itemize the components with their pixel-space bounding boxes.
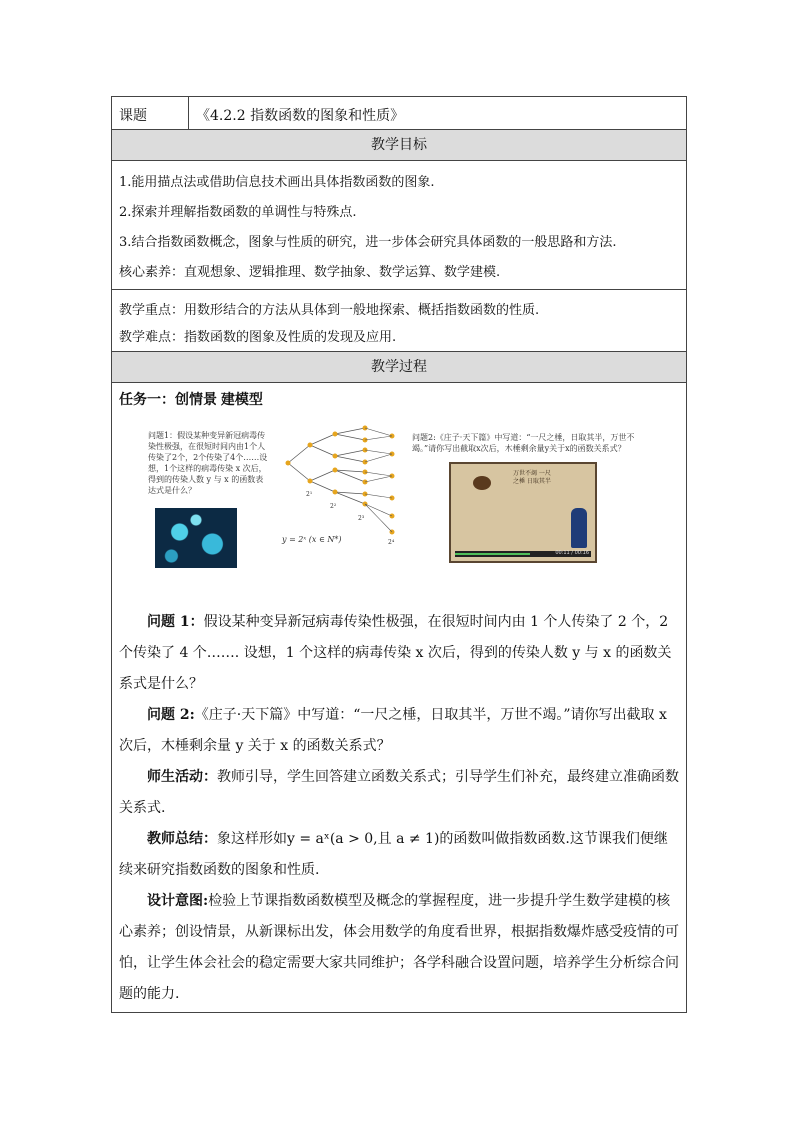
teacher-summary [112, 824, 686, 886]
tree-label: 2⁴ [388, 539, 395, 546]
video-player[interactable] [449, 462, 597, 563]
design-intent [112, 886, 686, 1010]
goal-item: 3.结合指数函数概念，图象与性质的研究，进一步体会研究具体函数的一般思路和方法. [119, 235, 617, 250]
title-divider [188, 97, 189, 129]
para-lead: 问题 2: [147, 707, 195, 723]
para-text: 《庄子·天下篇》中写道：“一尺之棰，日取其半，万世不竭。”请你写出截取 x 次后，木棰剩余量 y 关于 x 的函数关系式？ [119, 707, 667, 754]
pot-illustration [473, 476, 491, 490]
tree-label: 2¹ [306, 491, 313, 498]
figure-question-2-text: 问题2:《庄子·天下篇》中写道：“一尺之棰，日取其半，万世不竭。”请你写出截取x次后，木棰剩余量y关于x的函数关系式？ [412, 433, 635, 453]
video-time: 00:11 / 00:16 [555, 550, 589, 556]
video-title-card: 万世不竭 一尺之棰 日取其半 [513, 470, 551, 485]
keys-section [112, 290, 686, 352]
teacher-student-activity [112, 762, 686, 824]
question-1 [112, 607, 686, 700]
para-lead: 师生活动： [147, 769, 217, 785]
character-figure [571, 508, 587, 548]
exponential-formula: y = 2ˣ (x ∈ N*) [282, 535, 342, 544]
goal-item: 2.探索并理解指数函数的单调性与特殊点. [119, 205, 357, 220]
process-header: 教学过程 [112, 352, 686, 383]
teaching-difficulty: 教学难点：指数函数的图象及性质的发现及应用. [119, 330, 397, 345]
title-label: 课题 [119, 108, 147, 124]
lesson-title: 《4.2.2 指数函数的图象和性质》 [196, 108, 405, 124]
virus-image [155, 508, 237, 568]
task-title: 任务一：创情景 建模型 [119, 391, 263, 407]
para-text: 教师引导，学生回答建立函数关系式；引导学生们补充，最终建立准确函数关系式. [119, 769, 679, 816]
teaching-focus: 教学重点：用数形结合的方法从具体到一般地探索、概括指数函数的性质. [119, 303, 540, 318]
para-lead: 设计意图: [147, 893, 209, 909]
goals-section [112, 161, 686, 290]
goal-item: 核心素养：直观想象、逻辑推理、数学抽象、数学运算、数学建模. [119, 265, 501, 280]
video-progress-fill [455, 553, 530, 555]
para-lead: 教师总结： [147, 831, 217, 847]
tree-label: 2² [330, 503, 337, 510]
para-text: 检验上节课指数函数模型及概念的掌握程度，进一步提升学生数学建模的核心素养；创设情景，从新课标出发，体会用数学的角度看世界，根据指数爆炸感受疫情的可怕，让学生体会社会的稳定需要大家共同维护；各学科融合设置问题，培养学生分析综合问题的能力. [119, 893, 679, 1002]
goal-item: 1.能用描点法或借助信息技术画出具体指数函数的图象. [119, 175, 435, 190]
paragraphs [112, 607, 686, 1010]
figure-question-1-text: 问题1：假设某种变异新冠病毒传染性极强，在很短时间内由1个人传染了2个，2个传染了4个……设想，1个这样的病毒传染 x 次后，得到的传染人数 y 与 x 的函数表达式是什么？ [148, 431, 268, 495]
video-progress-bar[interactable] [455, 551, 591, 557]
question-2 [112, 700, 686, 762]
title-row [112, 97, 686, 130]
goals-header: 教学目标 [112, 130, 686, 161]
tree-label: 2³ [358, 515, 365, 522]
para-lead: 问题 1： [147, 614, 204, 630]
para-text: 象这样形如y = aˣ(a > 0,且 a ≠ 1)的函数叫做指数函数.这节课我们便继续来研究指数函数的图象和性质. [119, 831, 668, 878]
para-text: 假设某种变异新冠病毒传染性极强，在很短时间内由 1 个人传染了 2 个，2 个传染了 4 个……. 设想，1 个这样的病毒传染 x 次后，得到的传染人数 y 与 x 的函数关系式是什么？ [119, 614, 672, 692]
